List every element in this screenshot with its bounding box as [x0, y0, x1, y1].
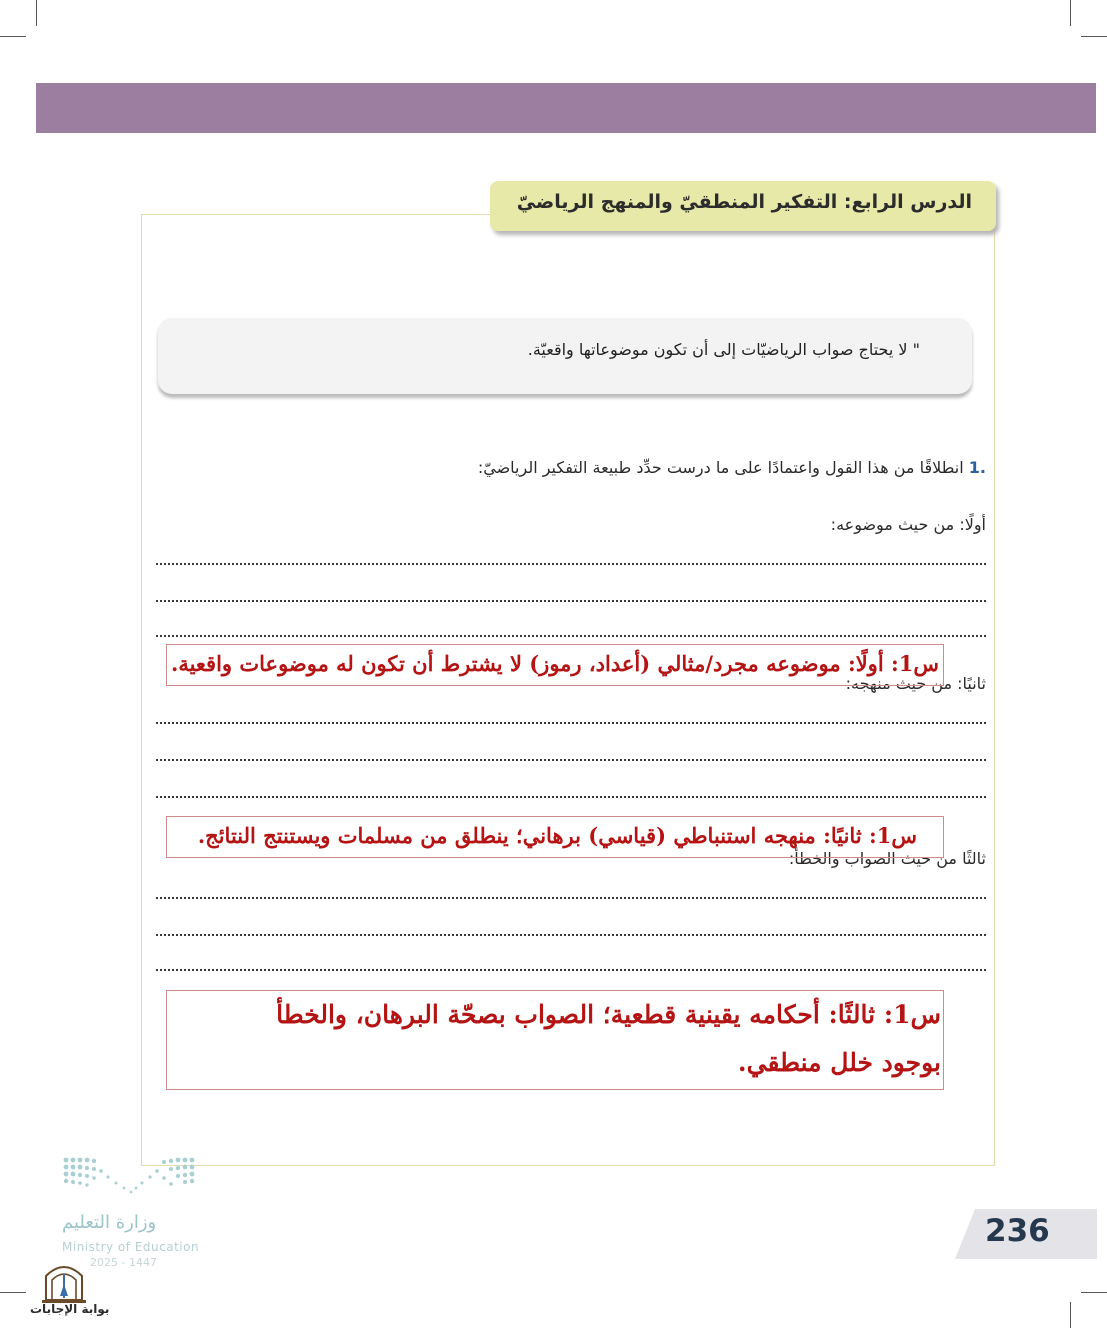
handwritten-answer-3 [166, 990, 944, 1090]
part-label-correctness: ثالثًا من حيث الصواب والخطأ: [788, 849, 986, 868]
answer-line [156, 635, 986, 637]
ministry-name-en: Ministry of Education [62, 1240, 200, 1254]
crop-mark [36, 0, 37, 26]
answer-line [156, 796, 986, 798]
answer-line [156, 563, 986, 565]
answer-line [156, 600, 986, 602]
page-number: 236 [985, 1213, 1050, 1249]
answer-line [156, 759, 986, 761]
question-number: .1 [968, 458, 986, 477]
ministry-name-ar: وزارة التعليم [62, 1212, 157, 1233]
header-banner [36, 83, 1096, 133]
lesson-title-tab [490, 181, 996, 231]
quote-text: " لا يحتاج صواب الرياضيّات إلى أن تكون موضوعاتها واقعيّة. [527, 340, 920, 359]
page-number-tab [955, 1209, 1097, 1259]
crop-mark [0, 1292, 26, 1293]
part-label-method: ثانيًا: من حيث منهجه: [845, 674, 986, 693]
part-label-subject: أولًا: من حيث موضوعه: [830, 515, 986, 534]
crop-mark [1070, 0, 1071, 26]
answer-line [156, 969, 986, 971]
answer-3-line-2: بوجود خلل منطقي. [737, 1048, 941, 1077]
crop-mark [1070, 1302, 1071, 1328]
answer-1-text: س1: أولًا: موضوعه مجرد/مثالي (أعداد، رموز) لا يشترط أن تكون له موضوعات واقعية. [171, 651, 939, 676]
lesson-title: الدرس الرابع: التفكير المنطقيّ والمنهج الرياضيّ [516, 191, 972, 213]
crop-mark [1081, 36, 1107, 37]
quote-box [158, 318, 972, 394]
answer-2-text: س1: ثانيًا: منهجه استنباطي (قياسي) برهاني؛ ينطلق من مسلمات ويستنتج النتائج. [197, 823, 917, 848]
crop-mark [0, 36, 26, 37]
handwritten-answer-1 [166, 644, 944, 686]
answer-line [156, 897, 986, 899]
ministry-year: 2025 - 1447 [90, 1256, 157, 1269]
answer-3-line-1: س1: ثالثًا: أحكامه يقينية قطعية؛ الصواب بصحّة البرهان، والخطأ [276, 1000, 941, 1029]
portal-watermark-text: بوابة الإجابات [30, 1302, 110, 1316]
handwritten-answer-2 [166, 816, 944, 858]
crop-mark [1081, 1292, 1107, 1293]
answer-line [156, 722, 986, 724]
answer-line [156, 934, 986, 936]
question-text: انطلاقًا من هذا القول واعتمادًا على ما درست حدِّد طبيعة التفكير الرياضيّ: [477, 458, 964, 477]
question-line [478, 458, 986, 477]
